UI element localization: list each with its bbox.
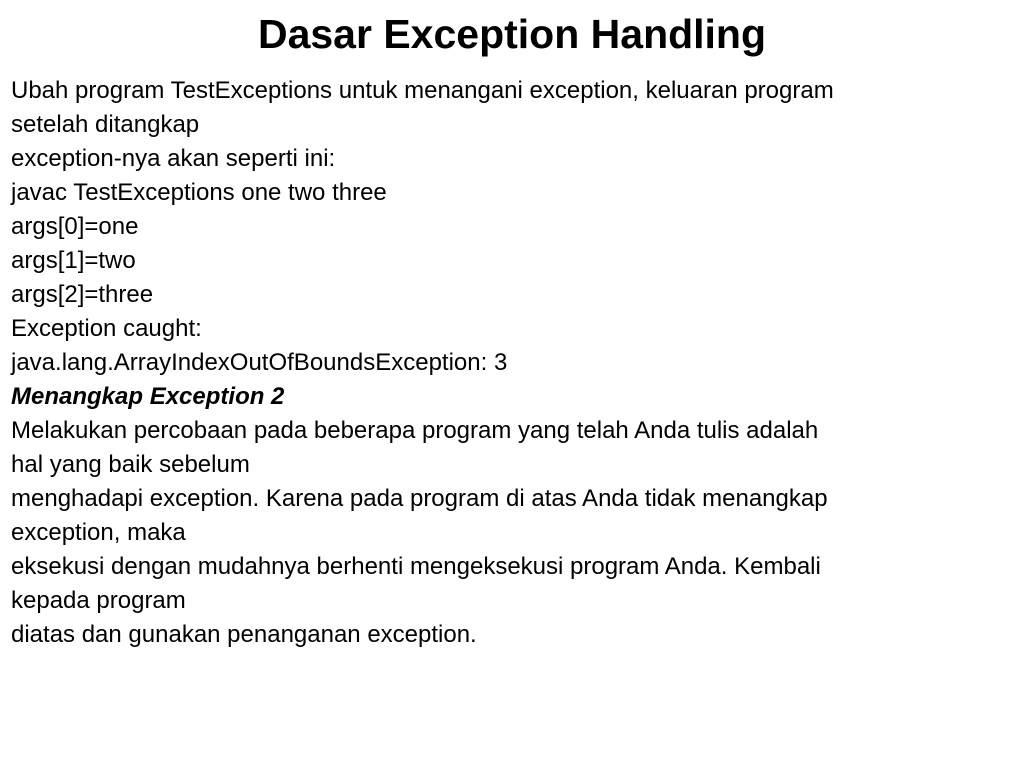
output-line: args[1]=two bbox=[11, 247, 136, 274]
slide-title: Dasar Exception Handling bbox=[257, 11, 767, 57]
body-line: hal yang baik sebelum bbox=[11, 451, 250, 478]
body-line: Melakukan percobaan pada beberapa program yang telah Anda tulis adalah bbox=[11, 417, 819, 444]
body-line: exception-nya akan seperti ini: bbox=[11, 145, 336, 172]
body-line: setelah ditangkap bbox=[11, 111, 200, 138]
body-line: exception, maka bbox=[11, 519, 186, 546]
body-line: eksekusi dengan mudahnya berhenti mengeksekusi program Anda. Kembali bbox=[11, 553, 821, 580]
body-line: Ubah program TestExceptions untuk menangani exception, keluaran program bbox=[11, 77, 834, 104]
output-line: java.lang.ArrayIndexOutOfBoundsException: 3 bbox=[11, 349, 508, 376]
command-line: javac TestExceptions one two three bbox=[11, 179, 387, 206]
output-line: args[0]=one bbox=[11, 213, 139, 240]
section-subheading: Menangkap Exception 2 bbox=[11, 383, 285, 410]
output-line: Exception caught: bbox=[11, 315, 202, 342]
body-line: diatas dan gunakan penanganan exception. bbox=[11, 621, 477, 648]
output-line: args[2]=three bbox=[11, 281, 154, 308]
body-line: menghadapi exception. Karena pada program di atas Anda tidak menangkap bbox=[11, 485, 828, 512]
body-line: kepada program bbox=[11, 587, 186, 614]
slide-body bbox=[11, 74, 1011, 652]
